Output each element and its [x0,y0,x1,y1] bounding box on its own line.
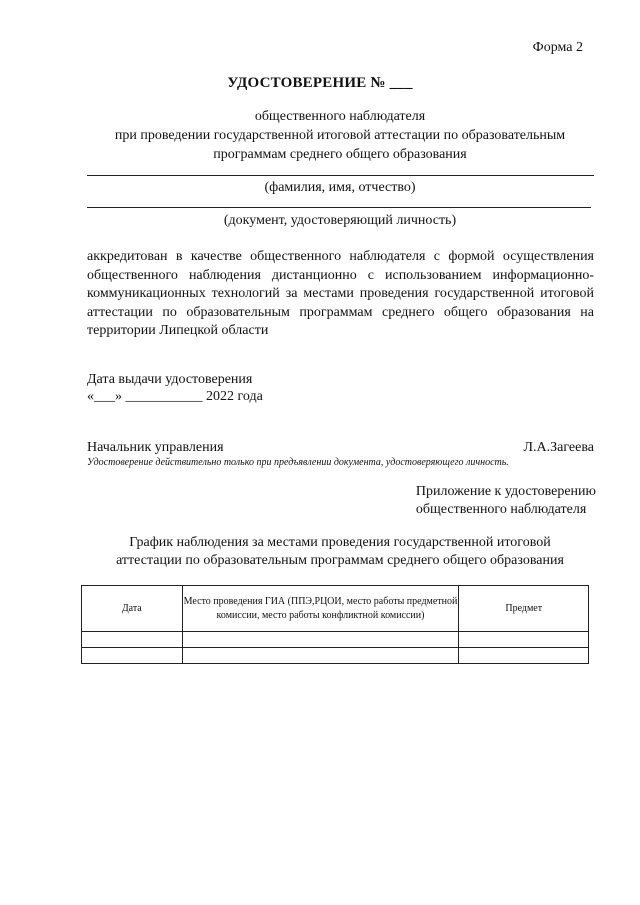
table-cell [182,648,459,664]
schedule-title-line-1: График наблюдения за местами проведения государственной итоговой [129,535,551,550]
table-cell [182,632,459,648]
form-number: Форма 2 [532,40,583,55]
issue-date-label: Дата выдачи удостоверения [87,372,253,387]
name-caption: (фамилия, имя, отчество) [264,180,416,195]
name-fill-line [87,175,594,176]
table-cell [459,632,589,648]
table-cell [459,648,589,664]
subtitle-line-3: программам среднего общего образования [213,147,467,162]
document-fill-line [87,207,591,208]
appendix-line-1: Приложение к удостоверению [415,484,596,499]
header-subject: Предмет [459,586,589,632]
header-date: Дата [82,586,183,632]
table-cell [82,632,183,648]
issue-date-line: «___» ___________ 2022 года [87,389,263,404]
appendix-line-2: общественного наблюдателя [415,502,587,517]
appendix-heading [416,483,596,519]
document-title: УДОСТОВЕРЕНИЕ № ___ [227,75,413,91]
header-venue: Место проведения ГИА (ППЭ,РЦОИ, место работы предметной комиссии, место работы конфликтной комиссии) [182,586,459,632]
schedule-title [0,534,640,570]
table-cell [82,648,183,664]
subtitle-line-1: общественного наблюдателя [254,109,426,124]
document-caption: (документ, удостоверяющий личность) [223,213,457,228]
schedule-title-line-2: аттестации по образовательным программам среднего общего образования [116,553,564,568]
observation-schedule-table [81,585,589,664]
subtitle-line-2: при проведении государственной итоговой аттестации по образовательным [114,128,566,143]
validity-note: Удостоверение действительно только при предъявлении документа, удостоверяющего личность. [87,457,509,468]
table-row [82,648,589,664]
table-row [82,632,589,648]
signatory-position: Начальник управления [87,440,224,455]
signatory-name: Л.А.Загеева [523,440,594,455]
accreditation-paragraph: аккредитован в качестве общественного наблюдателя с формой осуществления общественного наблюдения дистанционно с использованием информационно-коммуникационных технологий за местами проведения государственной итоговой аттестации по образовательным программам среднего общего образования на территории Липецкой области [87,249,594,338]
table-header-row [82,586,589,632]
